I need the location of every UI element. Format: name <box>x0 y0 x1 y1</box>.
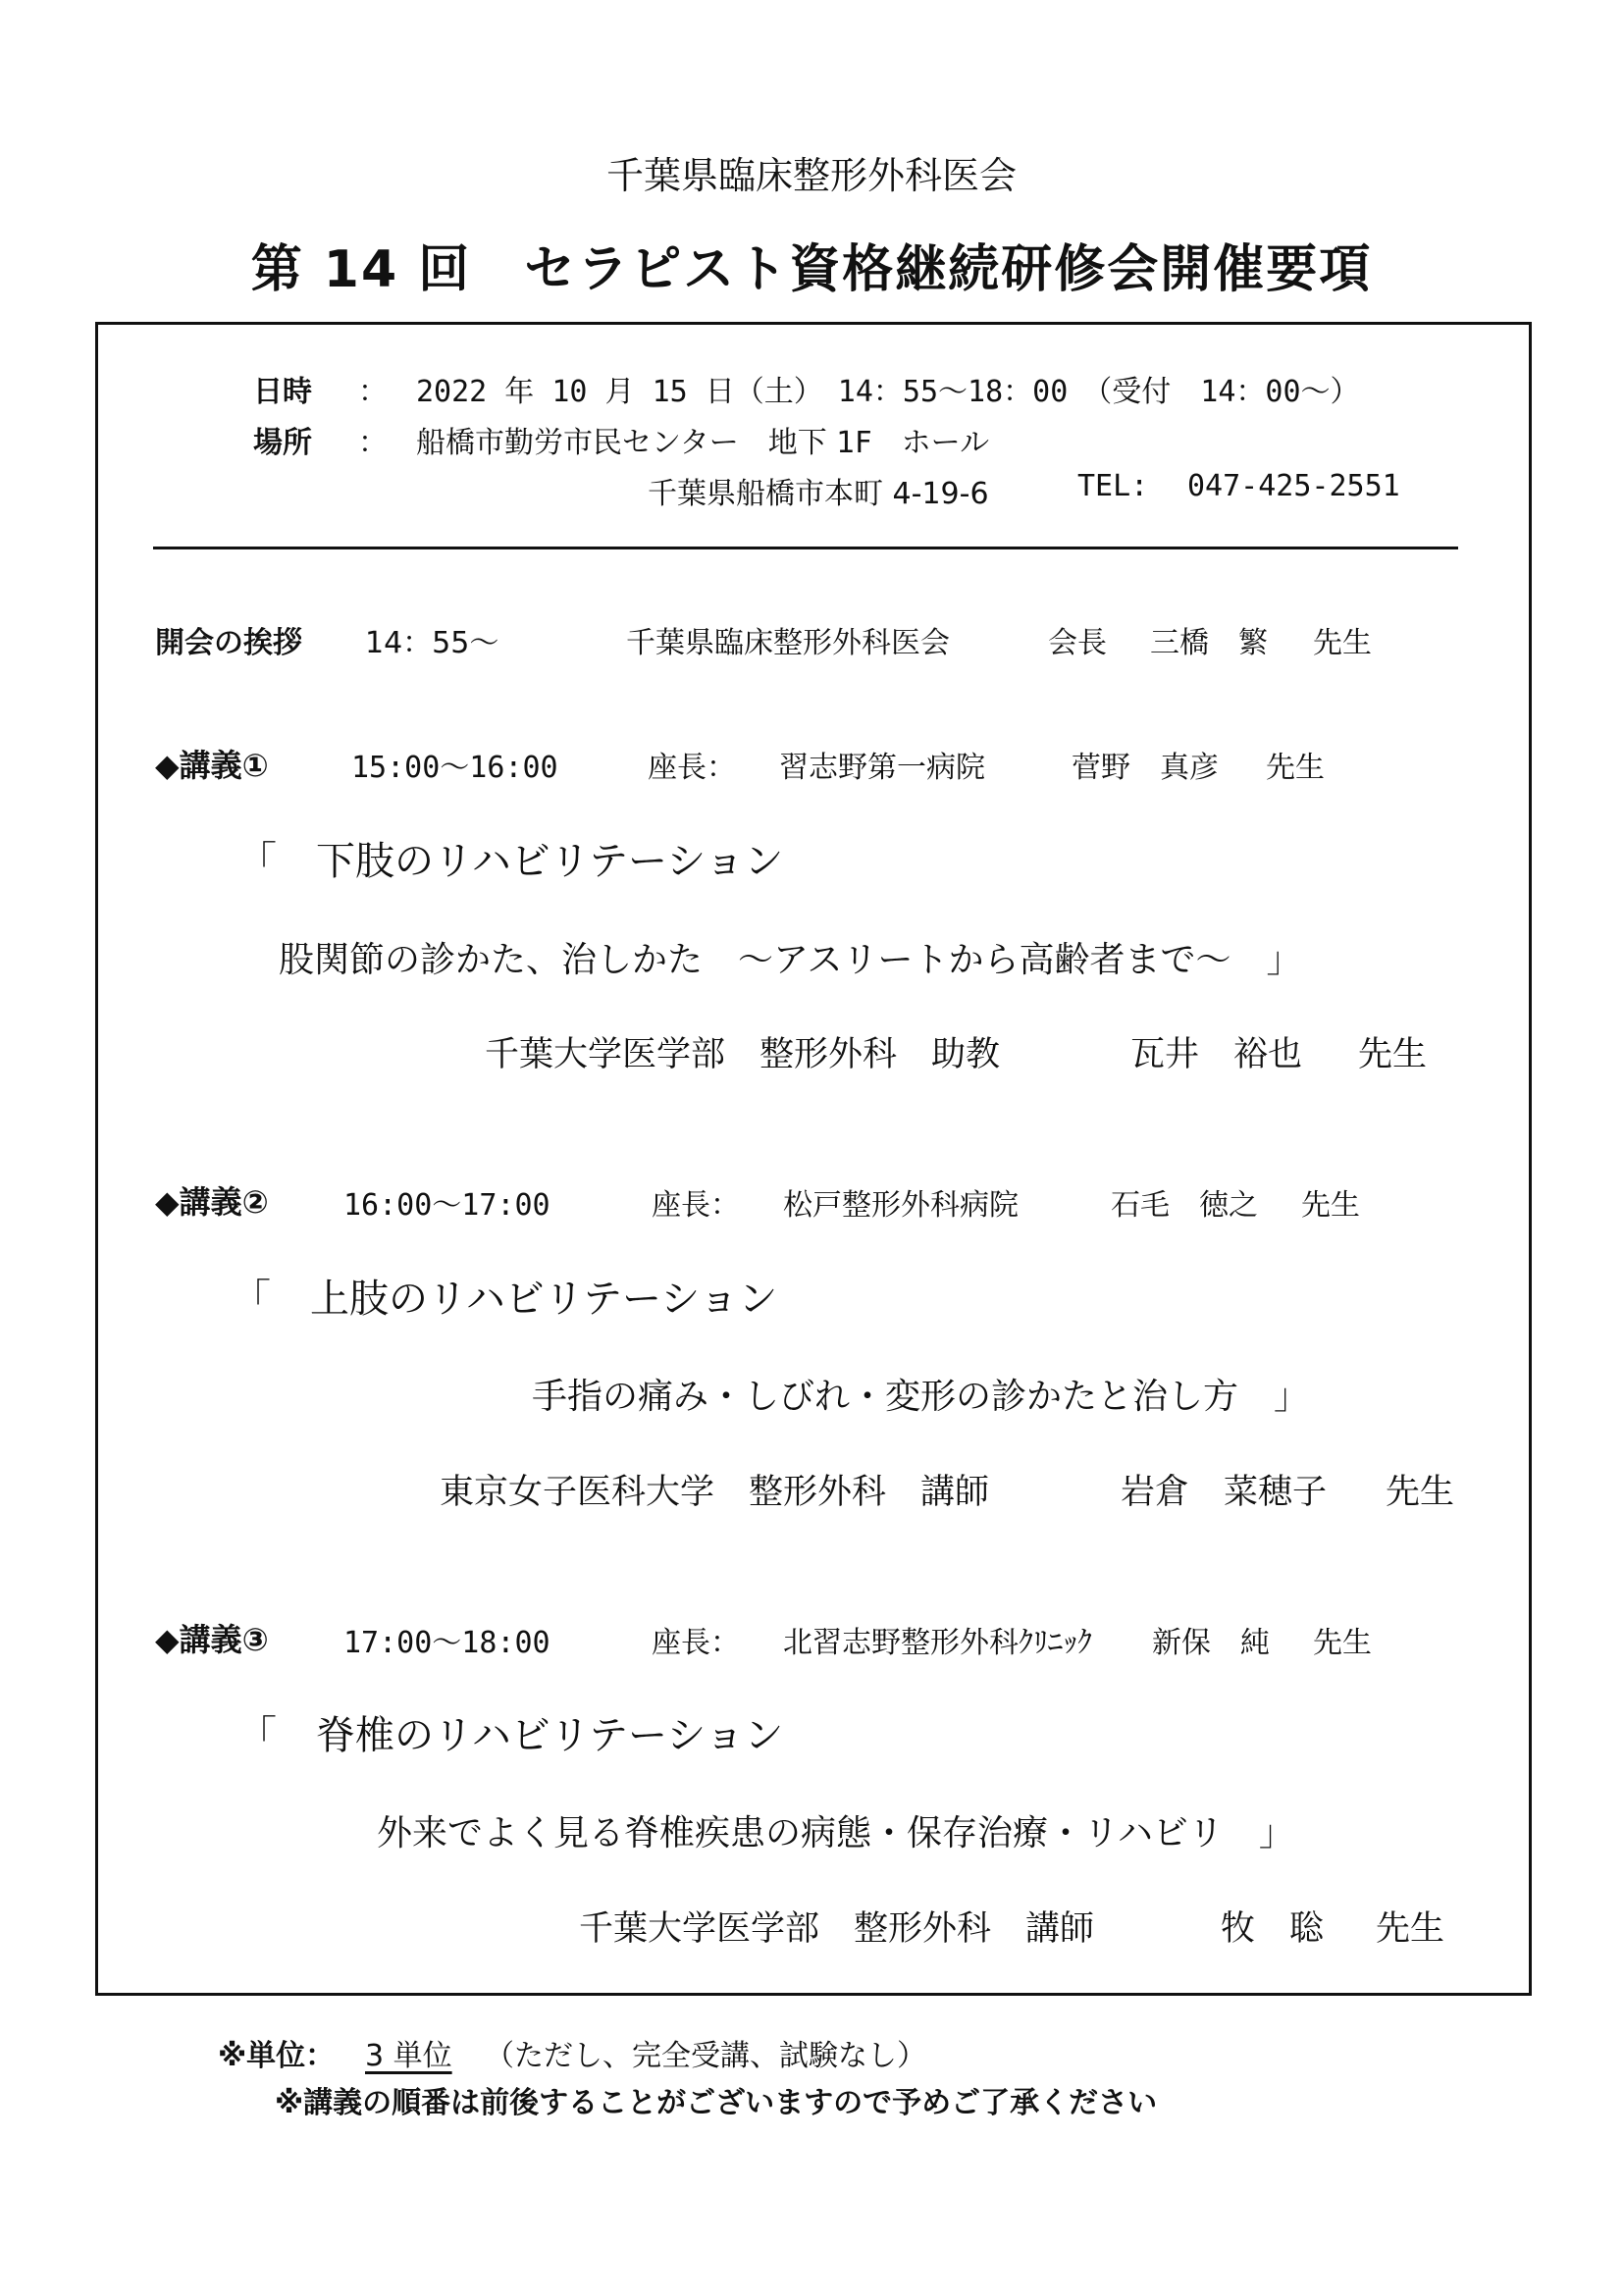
lecture-2-chair-org: 松戸整形外科病院 <box>783 1188 1019 1223</box>
lecture-3-chair-name: 新保 純 <box>1152 1626 1270 1660</box>
units-note: （ただし、完全受講、試験なし） <box>485 2039 926 2073</box>
lecture-1-time: 15:00～16:00 <box>351 751 558 785</box>
tel-value: 047-425-2551 <box>1187 469 1400 503</box>
lecture-2-time: 16:00～17:00 <box>343 1188 550 1223</box>
organizer-name: 千葉県臨床整形外科医会 <box>605 154 1017 197</box>
lecture-3-time: 17:00～18:00 <box>343 1626 550 1660</box>
lecture-1-speaker-honorific: 先生 <box>1358 1035 1428 1074</box>
lecture-3-title-line1: 「 脊椎のリハビリテーション <box>237 1713 784 1758</box>
lecture-2-chair-label: 座長： <box>652 1188 740 1223</box>
lecture-1-chair-name: 菅野 真彦 <box>1072 751 1219 785</box>
lecture-1-chair-org: 習志野第一病院 <box>779 751 985 785</box>
lecture-3-chair-honorific: 先生 <box>1313 1626 1372 1660</box>
opening-org: 千葉県臨床整形外科医会 <box>626 626 950 660</box>
lecture-1-title-line2: 股関節の診かた、治しかた ～アスリートから高齢者まで～ 」 <box>279 940 1302 980</box>
lecture-3-speaker-affiliation: 千葉大学医学部 整形外科 講師 <box>579 1909 1095 1949</box>
lecture-3-title-line2: 外来でよく見る脊椎疾患の病態・保存治療・リハビリ 」 <box>377 1813 1294 1853</box>
lecture-3-chair-org: 北習志野整形外科ｸﾘﾆｯｸ <box>783 1626 1092 1660</box>
date-label: 日時 <box>253 375 312 409</box>
lecture-3-chair-label: 座長： <box>652 1626 740 1660</box>
lecture-3-speaker-honorific: 先生 <box>1376 1909 1445 1949</box>
lecture-2-label: ◆講義② <box>155 1183 269 1221</box>
lecture-1-speaker-name: 瓦井 裕也 <box>1130 1035 1303 1074</box>
lecture-3-label: ◆講義③ <box>155 1621 269 1658</box>
opening-honorific: 先生 <box>1313 626 1372 660</box>
lecture-1-chair-honorific: 先生 <box>1266 751 1325 785</box>
opening-role: 会長 <box>1048 626 1107 660</box>
units-value: 3 単位 <box>365 2039 452 2073</box>
lecture-order-note: ※講義の順番は前後することがございますので予めご了承ください <box>275 2086 1158 2120</box>
lecture-1-label: ◆講義① <box>155 747 269 784</box>
lecture-1-speaker-affiliation: 千葉大学医学部 整形外科 助教 <box>485 1035 1001 1074</box>
place-label: 場所 <box>253 426 312 460</box>
place-value: 船橋市勤労市民センター 地下 1F ホール <box>416 426 990 460</box>
lecture-2-speaker-name: 岩倉 菜穂子 <box>1121 1473 1328 1512</box>
lecture-2-chair-name: 石毛 徳之 <box>1111 1188 1258 1223</box>
section-divider <box>153 547 1458 549</box>
lecture-2-speaker-honorific: 先生 <box>1386 1473 1455 1512</box>
tel-label: TEL: <box>1077 469 1149 503</box>
opening-name: 三橋 繁 <box>1150 626 1268 660</box>
date-value: 2022 年 10 月 15 日（土） 14：55～18：00 （受付 14：00～） <box>416 375 1360 409</box>
lecture-2-title-line2: 手指の痛み・しびれ・変形の診かたと治し方 」 <box>532 1377 1310 1417</box>
opening-label: 開会の挨拶 <box>155 626 302 660</box>
place-separator: ： <box>358 426 388 460</box>
lecture-2-speaker-affiliation: 東京女子医科大学 整形外科 講師 <box>440 1473 990 1512</box>
opening-time: 14：55～ <box>365 626 499 660</box>
lecture-3-speaker-name: 牧 聡 <box>1221 1909 1325 1949</box>
page-title: 第 14 回 セラピスト資格継続研修会開催要項 <box>250 240 1373 299</box>
lecture-1-title-line1: 「 下肢のリハビリテーション <box>237 839 784 884</box>
units-label: ※単位： <box>218 2039 336 2073</box>
address: 千葉県船橋市本町 4-19-6 <box>648 477 989 511</box>
lecture-1-chair-label: 座長： <box>648 751 736 785</box>
lecture-2-title-line1: 「 上肢のリハビリテーション <box>232 1277 778 1322</box>
date-separator: ： <box>358 375 388 409</box>
lecture-2-chair-honorific: 先生 <box>1301 1188 1360 1223</box>
